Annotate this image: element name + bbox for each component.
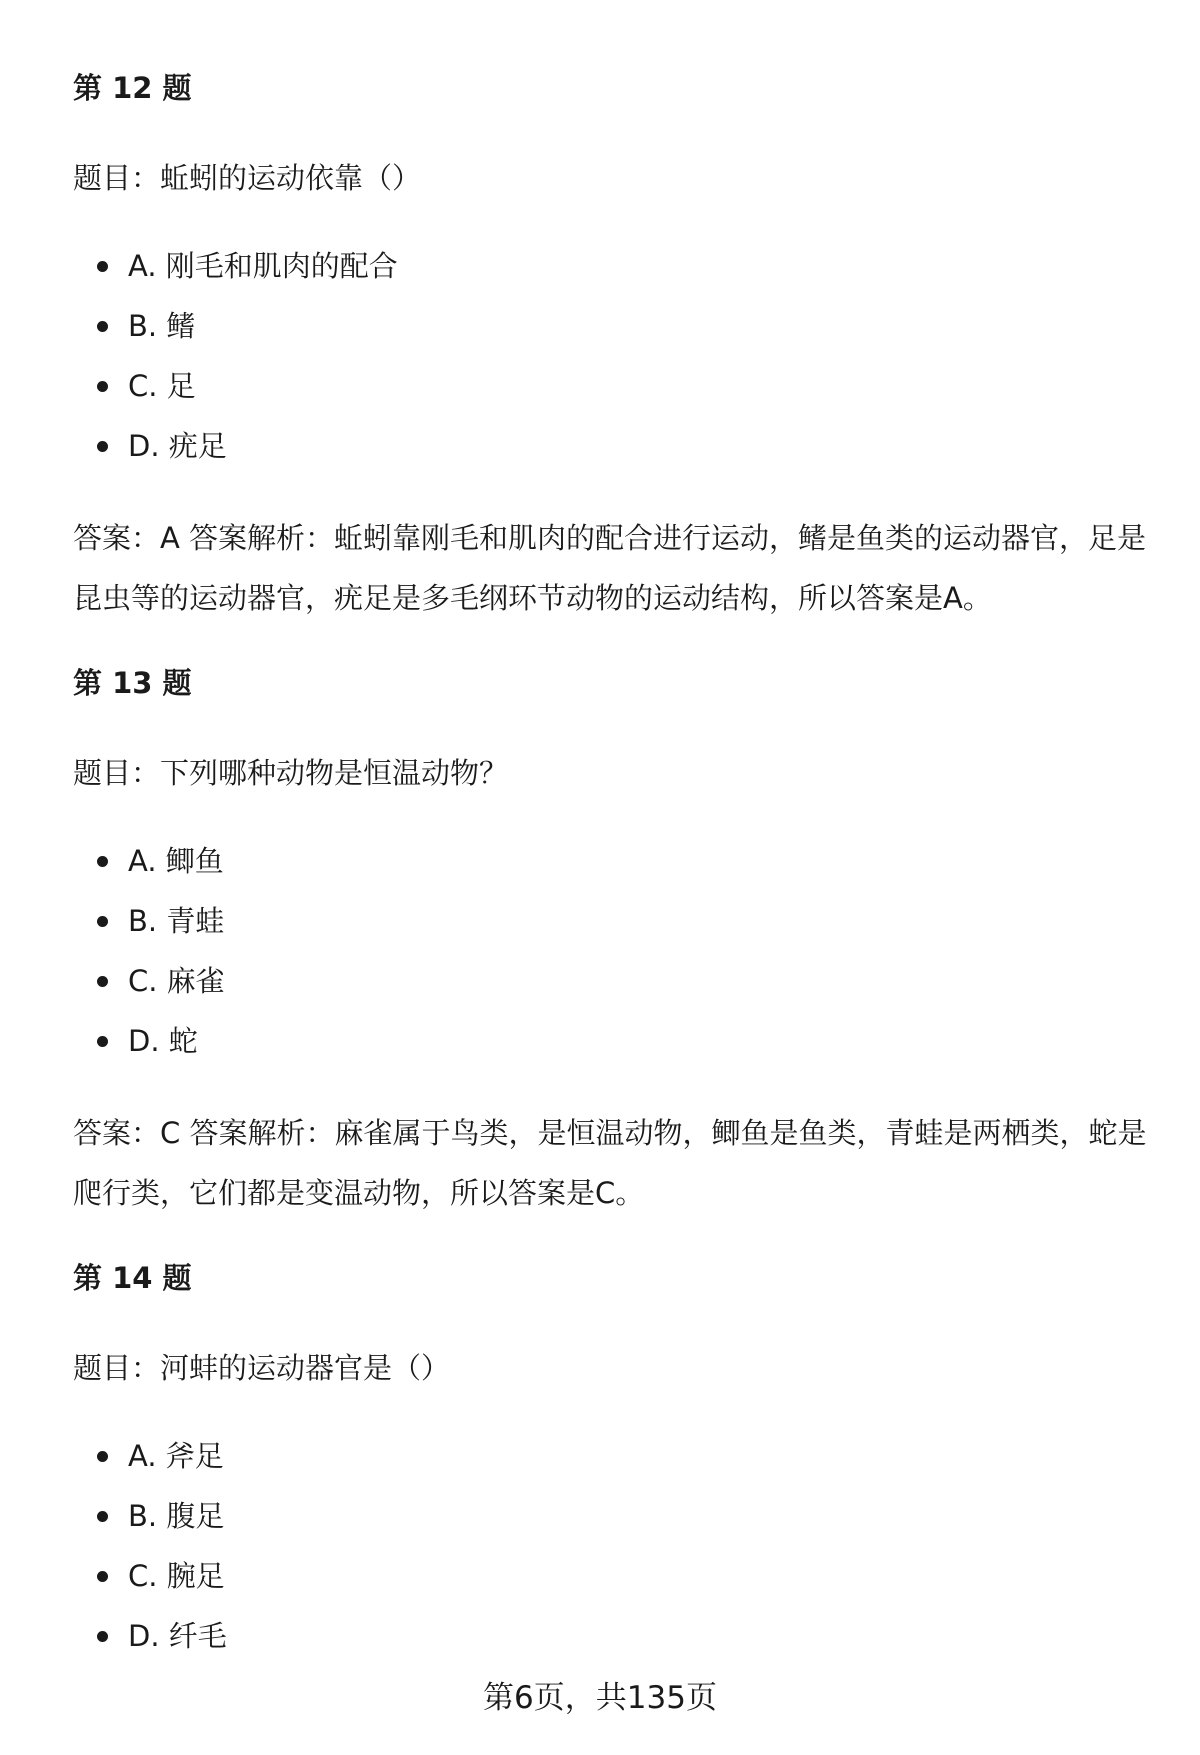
option-item: [0, 366, 398, 426]
question-14-title: 第 14 题: [73, 1261, 192, 1295]
question-14-stem: 题目：河蚌的运动器官是（）: [73, 1351, 451, 1385]
question-13-stem: 题目：下列哪种动物是恒温动物？: [73, 756, 509, 790]
option-text: A. 刚毛和肌肉的配合: [128, 249, 398, 283]
option-item: [0, 1496, 227, 1556]
option-text: A. 鲫鱼: [128, 844, 224, 878]
option-item: [0, 306, 398, 366]
bullet-dot-icon: [97, 1036, 108, 1047]
option-item: [0, 246, 398, 306]
bullet-dot-icon: [97, 381, 108, 392]
option-item: [0, 961, 225, 1021]
option-text: B. 鳍: [128, 309, 196, 343]
question-14-options: [0, 1436, 227, 1676]
option-item: [0, 901, 225, 961]
question-12-stem: 题目：蚯蚓的运动依靠（）: [73, 161, 422, 195]
bullet-dot-icon: [97, 1451, 108, 1462]
option-text: C. 足: [128, 369, 196, 403]
bullet-dot-icon: [97, 916, 108, 927]
option-text: B. 青蛙: [128, 904, 225, 938]
question-12-options: [0, 246, 398, 486]
bullet-dot-icon: [97, 976, 108, 987]
page-number-footer: 第6页，共135页: [483, 1680, 717, 1716]
option-item: [0, 1436, 227, 1496]
question-13-options: [0, 841, 225, 1081]
option-text: C. 麻雀: [128, 964, 225, 998]
option-text: D. 纤毛: [128, 1619, 227, 1653]
option-item: [0, 1021, 225, 1081]
bullet-dot-icon: [97, 1511, 108, 1522]
question-13-title: 第 13 题: [73, 666, 192, 700]
option-item: [0, 841, 225, 901]
option-item: [0, 1616, 227, 1676]
bullet-dot-icon: [97, 1571, 108, 1582]
option-text: D. 蛇: [128, 1024, 198, 1058]
question-12-title: 第 12 题: [73, 71, 192, 105]
option-item: [0, 426, 398, 486]
bullet-dot-icon: [97, 321, 108, 332]
option-text: A. 斧足: [128, 1439, 224, 1473]
question-12-answer: 答案：A 答案解析：蚯蚓靠刚毛和肌肉的配合进行运动，鳍是鱼类的运动器官，足是昆虫等的运动器官，疣足是多毛纲环节动物的运动结构，所以答案是A。: [73, 521, 1147, 615]
option-text: B. 腹足: [128, 1499, 225, 1533]
bullet-dot-icon: [97, 441, 108, 452]
option-item: [0, 1556, 227, 1616]
bullet-dot-icon: [97, 856, 108, 867]
question-13-answer: 答案：C 答案解析：麻雀属于鸟类，是恒温动物，鲫鱼是鱼类，青蛙是两栖类，蛇是爬行类，它们都是变温动物，所以答案是C。: [73, 1116, 1147, 1210]
option-text: D. 疣足: [128, 429, 227, 463]
bullet-dot-icon: [97, 1631, 108, 1642]
bullet-dot-icon: [97, 261, 108, 272]
option-text: C. 腕足: [128, 1559, 225, 1593]
